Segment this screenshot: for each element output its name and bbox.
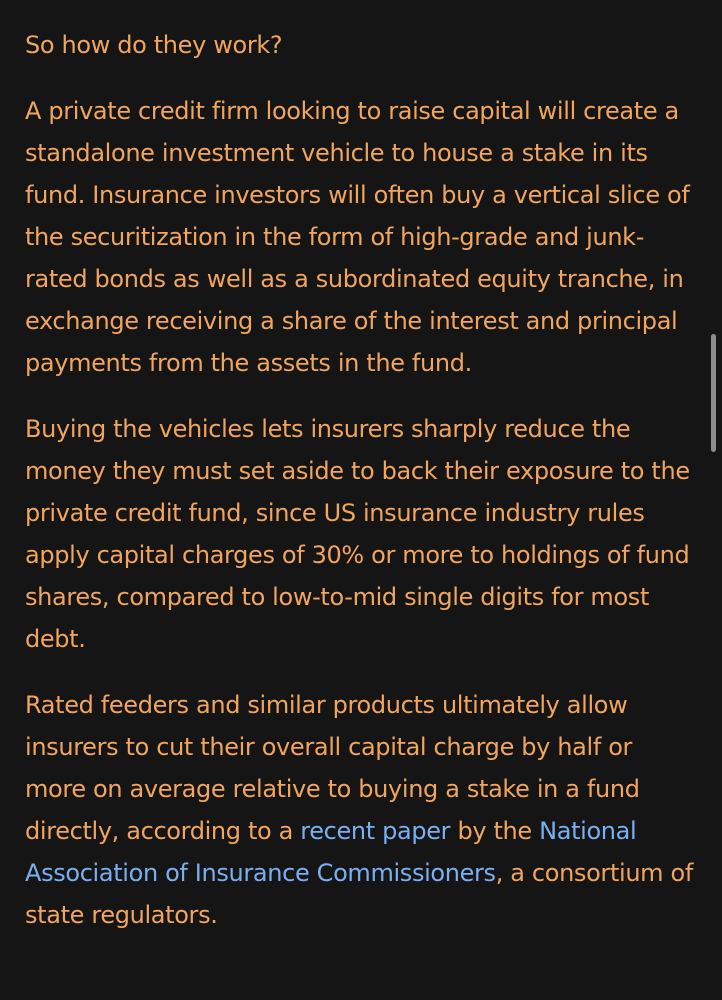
naic-link[interactable]: National Association of Insurance Commissioners (25, 817, 637, 887)
paragraph-rated-feeders (25, 684, 697, 936)
article-body (25, 0, 697, 936)
section-heading: So how do they work? (25, 31, 283, 59)
paragraph-how-it-works: A private credit firm looking to raise capital will create a standalone investment vehicle to house a stake in its fund. Insurance investors will often buy a vertical slice of the securitization in the form of high-grade and junk-rated bonds as well as a subordinated equity tranche, in exchange receiving a share of the interest and principal payments from the assets in the fund. (25, 97, 690, 377)
paragraph-text-part: , a consortium of state regulators. (25, 859, 693, 929)
paragraph-text-part: Rated feeders and similar products ultimately allow insurers to cut their overall capital charge by half or more on average relative to buying a stake in a fund directly, according to a (25, 691, 640, 845)
paragraph-capital-charges: Buying the vehicles lets insurers sharply reduce the money they must set aside to back their exposure to the private credit fund, since US insurance industry rules apply capital charges of 30% or more to holdings of fund shares, compared to low-to-mid single digits for most debt. (25, 415, 690, 653)
recent-paper-link[interactable]: recent paper (300, 817, 451, 845)
paragraph-text-part: by the (450, 817, 540, 845)
scrollbar-thumb[interactable] (711, 334, 716, 452)
